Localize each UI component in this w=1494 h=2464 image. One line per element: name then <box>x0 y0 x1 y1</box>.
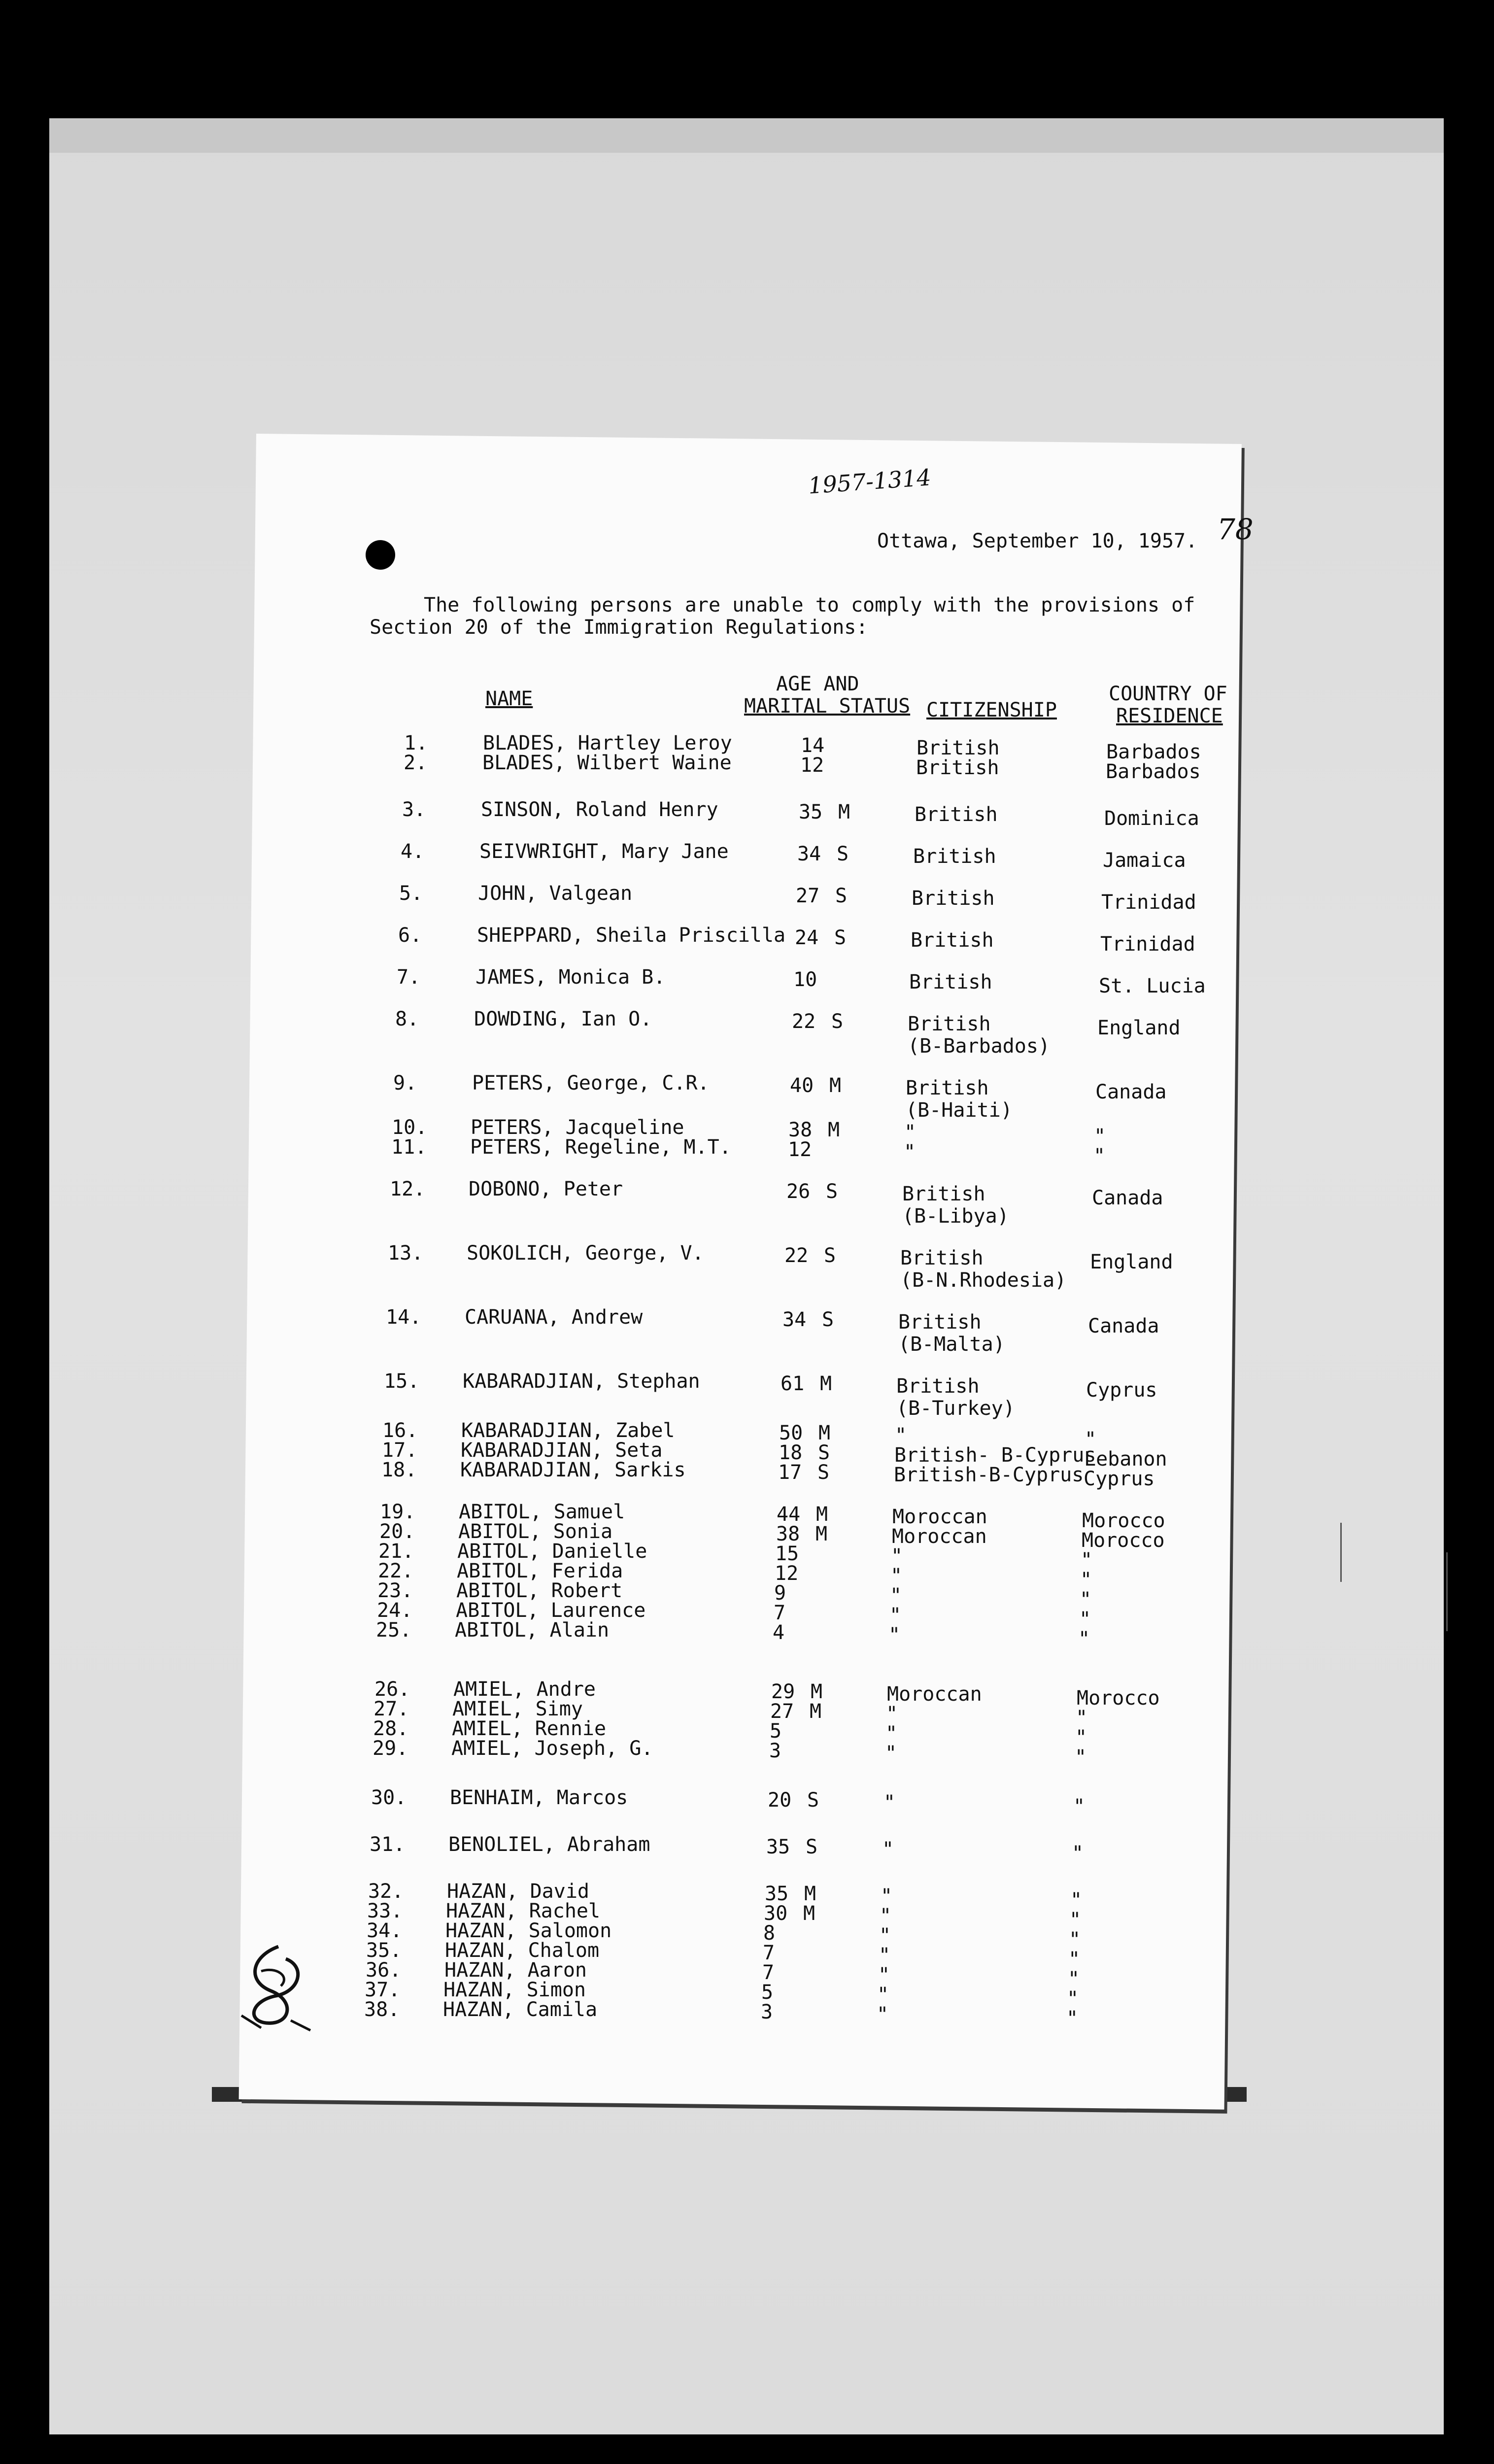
row-number: 21. <box>378 1540 414 1563</box>
citizenship: " <box>882 1838 894 1861</box>
country-of-residence: England <box>1097 1017 1181 1039</box>
row-number: 28. <box>373 1717 409 1740</box>
person-age: 20 <box>768 1789 792 1812</box>
person-name: HAZAN, Camila <box>443 1998 598 2021</box>
header-name: NAME <box>485 687 533 710</box>
citizenship: " <box>885 1742 897 1765</box>
marital-status: M <box>811 1680 823 1703</box>
row-number: 2. <box>404 752 428 774</box>
person-age: 34 <box>797 843 821 865</box>
country-of-residence: " <box>1080 1588 1092 1611</box>
person-name: KABARADJIAN, Stephan <box>463 1370 700 1393</box>
row-number: 30. <box>371 1786 407 1809</box>
marital-status: S <box>807 1789 819 1812</box>
citizenship: Moroccan <box>892 1506 987 1528</box>
citizenship: " <box>895 1424 907 1447</box>
citizenship: British <box>909 971 992 993</box>
person-name: HAZAN, Salomon <box>445 1919 612 1942</box>
person-name: HAZAN, Simon <box>443 1979 586 2001</box>
citizenship: British <box>911 929 994 952</box>
citizenship: " <box>891 1545 903 1568</box>
person-age: 12 <box>775 1562 799 1585</box>
country-of-residence: Canada <box>1088 1315 1159 1337</box>
marital-status: S <box>835 885 848 907</box>
person-age: 14 <box>801 734 825 757</box>
country-of-residence: St. Lucia <box>1099 975 1206 997</box>
marital-status: S <box>831 1010 844 1033</box>
person-age: 35 <box>765 1882 789 1905</box>
person-name: ABITOL, Alain <box>455 1619 610 1642</box>
row-number: 15. <box>384 1370 420 1393</box>
person-name: HAZAN, Aaron <box>444 1959 587 1982</box>
citizenship: British <box>898 1311 982 1334</box>
person-name: SEIVWRIGHT, Mary Jane <box>479 840 729 863</box>
country-of-residence: Morocco <box>1082 1509 1165 1532</box>
intro-line-2: Section 20 of the Immigration Regulations: <box>370 616 868 639</box>
person-name: ABITOL, Sonia <box>458 1520 613 1543</box>
row-number: 22. <box>378 1560 414 1582</box>
row-number: 34. <box>367 1919 403 1942</box>
row-number: 31. <box>370 1833 406 1856</box>
row-number: 33. <box>367 1900 403 1922</box>
country-of-residence: " <box>1094 1125 1106 1148</box>
row-number: 4. <box>401 840 425 863</box>
person-name: BLADES, Hartley Leroy <box>483 732 732 754</box>
citizenship: British <box>896 1375 980 1398</box>
citizenship: " <box>886 1703 898 1725</box>
row-number: 19. <box>380 1501 416 1523</box>
citizenship: " <box>904 1121 917 1144</box>
handwritten-page-number: 78 <box>1217 513 1254 546</box>
marital-status: M <box>820 1372 832 1395</box>
row-number: 11. <box>391 1136 427 1159</box>
person-age: 7 <box>763 1942 775 1964</box>
row-number: 24. <box>377 1599 413 1622</box>
country-of-residence: " <box>1066 2007 1079 2030</box>
birthplace-note: (B-Haiti) <box>906 1099 1013 1122</box>
film-edge <box>49 118 1444 153</box>
citizenship: British <box>906 1077 989 1099</box>
marital-status: M <box>803 1902 815 1925</box>
row-number: 5. <box>399 882 423 905</box>
birthplace-note: (B-Malta) <box>898 1333 1005 1356</box>
person-age: 15 <box>775 1542 799 1565</box>
citizenship: British <box>915 803 998 826</box>
intro-line-1: The following persons are unable to comply with the provisions of <box>424 594 1195 616</box>
header-age-line2: MARITAL STATUS <box>744 695 911 718</box>
country-of-residence: " <box>1075 1726 1087 1749</box>
citizenship: British <box>908 1013 991 1035</box>
person-age: 5 <box>761 1981 774 2004</box>
person-name: ABITOL, Danielle <box>457 1540 647 1563</box>
person-name: ABITOL, Samuel <box>459 1501 625 1523</box>
country-of-residence: Morocco <box>1082 1529 1165 1552</box>
country-of-residence: Jamaica <box>1103 849 1186 872</box>
row-number: 12. <box>390 1178 426 1200</box>
person-name: SOKOLICH, George, V. <box>467 1242 704 1265</box>
marital-status: S <box>806 1836 818 1858</box>
person-name: KABARADJIAN, Zabel <box>461 1419 675 1442</box>
row-number: 23. <box>377 1579 413 1602</box>
birthplace-note: (B-Libya) <box>902 1205 1009 1228</box>
citizenship: Moroccan <box>887 1683 982 1706</box>
person-name: ABITOL, Laurence <box>456 1599 646 1622</box>
person-age: 10 <box>793 968 817 991</box>
person-name: AMIEL, Andre <box>453 1678 596 1701</box>
citizenship: " <box>877 1984 889 2006</box>
person-age: 38 <box>776 1523 800 1545</box>
date-line: Ottawa, September 10, 1957. <box>877 530 1198 552</box>
citizenship: " <box>879 1944 891 1967</box>
person-name: KABARADJIAN, Sarkis <box>460 1459 686 1481</box>
citizenship: " <box>904 1141 916 1164</box>
row-number: 17. <box>382 1439 418 1462</box>
row-number: 1. <box>404 732 428 754</box>
citizenship: British <box>917 737 1000 759</box>
row-number: 14. <box>386 1306 422 1329</box>
citizenship: " <box>880 1905 892 1927</box>
person-age: 12 <box>788 1138 812 1161</box>
marital-status: S <box>824 1244 836 1267</box>
person-age: 3 <box>769 1740 781 1762</box>
person-age: 27 <box>770 1700 794 1723</box>
person-name: DOBONO, Peter <box>469 1178 623 1200</box>
row-number: 6. <box>398 924 422 947</box>
citizenship: " <box>889 1604 902 1627</box>
person-name: AMIEL, Rennie <box>452 1717 607 1740</box>
person-age: 34 <box>782 1308 807 1331</box>
row-number: 10. <box>392 1116 428 1139</box>
row-number: 27. <box>374 1698 409 1720</box>
person-age: 5 <box>770 1720 782 1743</box>
person-name: CARUANA, Andrew <box>465 1306 643 1329</box>
birthplace-note: (B-N.Rhodesia) <box>900 1269 1067 1292</box>
person-name: AMIEL, Simy <box>452 1698 583 1720</box>
marital-status: S <box>834 926 847 949</box>
marital-status: S <box>837 843 849 865</box>
country-of-residence: Dominica <box>1104 807 1199 830</box>
person-age: 18 <box>779 1441 803 1464</box>
country-of-residence: " <box>1068 1948 1081 1971</box>
citizenship: British <box>916 756 999 779</box>
citizenship: " <box>878 1964 890 1986</box>
citizenship: British <box>912 887 995 910</box>
citizenship: British <box>900 1247 984 1269</box>
person-age: 44 <box>777 1503 801 1526</box>
country-of-residence: " <box>1073 1795 1086 1818</box>
country-of-residence: " <box>1069 1928 1081 1951</box>
country-of-residence: " <box>1072 1842 1084 1865</box>
person-age: 7 <box>774 1602 786 1624</box>
person-name: ABITOL, Ferida <box>457 1560 623 1582</box>
person-name: BENHAIM, Marcos <box>450 1786 628 1809</box>
handwritten-initials <box>232 1937 320 2035</box>
row-number: 35. <box>366 1939 402 1962</box>
citizenship: " <box>885 1722 898 1745</box>
person-age: 12 <box>800 754 824 777</box>
person-age: 17 <box>778 1461 802 1484</box>
person-age: 27 <box>796 885 820 907</box>
person-age: 30 <box>764 1902 788 1925</box>
country-of-residence: Morocco <box>1077 1687 1160 1710</box>
marital-status: M <box>818 1422 831 1444</box>
person-name: AMIEL, Joseph, G. <box>451 1737 653 1760</box>
person-name: JAMES, Monica B. <box>475 966 666 989</box>
citizenship: " <box>888 1624 901 1646</box>
row-number: 25. <box>376 1619 412 1642</box>
row-number: 16. <box>382 1419 418 1442</box>
country-of-residence: Trinidad <box>1101 891 1196 914</box>
header-country-line1: COUNTRY OF <box>1109 683 1227 705</box>
film-scratch <box>1340 1523 1342 1582</box>
person-name: SINSON, Roland Henry <box>481 798 718 821</box>
row-number: 3. <box>402 798 426 821</box>
country-of-residence: " <box>1081 1549 1093 1572</box>
row-number: 18. <box>381 1459 417 1481</box>
citizenship: " <box>883 1791 896 1814</box>
marital-status: M <box>815 1523 828 1545</box>
country-of-residence: " <box>1068 1968 1080 1990</box>
marital-status: M <box>804 1882 816 1905</box>
country-of-residence: " <box>1093 1145 1106 1167</box>
person-age: 24 <box>795 926 819 949</box>
row-number: 8. <box>395 1008 419 1030</box>
person-age: 9 <box>774 1582 786 1605</box>
marital-status: S <box>826 1180 838 1203</box>
film-scratch <box>1446 1552 1448 1631</box>
header-citizenship: CITIZENSHIP <box>926 699 1057 721</box>
marital-status: M <box>829 1074 842 1097</box>
country-of-residence: " <box>1078 1628 1090 1650</box>
country-of-residence: Cyprus <box>1086 1379 1157 1402</box>
country-of-residence: Canada <box>1092 1187 1163 1209</box>
citizenship: British <box>902 1183 985 1205</box>
person-age: 29 <box>771 1680 795 1703</box>
person-name: KABARADJIAN, Seta <box>461 1439 663 1462</box>
citizenship: " <box>879 1924 891 1947</box>
row-number: 37. <box>365 1979 401 2001</box>
country-of-residence: " <box>1070 1889 1083 1912</box>
person-name: JOHN, Valgean <box>478 882 633 905</box>
citizenship: " <box>881 1885 893 1908</box>
country-of-residence: " <box>1075 1746 1087 1769</box>
country-of-residence: " <box>1085 1428 1097 1451</box>
person-name: DOWDING, Ian O. <box>474 1008 652 1030</box>
country-of-residence: " <box>1080 1569 1092 1591</box>
person-age: 8 <box>763 1922 776 1945</box>
citizenship: British- B-Cyprus <box>894 1444 1096 1467</box>
country-of-residence: Canada <box>1095 1081 1167 1103</box>
country-of-residence: England <box>1090 1251 1173 1273</box>
person-name: BENOLIEL, Abraham <box>448 1833 650 1856</box>
header-age-line1: AGE AND <box>776 673 859 695</box>
citizenship: " <box>890 1584 902 1607</box>
row-number: 20. <box>379 1520 415 1543</box>
header-country-line2: RESIDENCE <box>1116 705 1223 727</box>
row-number: 38. <box>364 1998 400 2021</box>
person-name: SHEPPARD, Sheila Priscilla <box>477 924 786 947</box>
person-name: PETERS, Jacqueline <box>471 1116 684 1139</box>
person-name: ABITOL, Robert <box>456 1579 623 1602</box>
citizenship: " <box>877 2003 889 2026</box>
marital-status: M <box>816 1503 828 1526</box>
country-of-residence: Cyprus <box>1084 1468 1155 1490</box>
person-age: 35 <box>799 801 823 823</box>
person-name: PETERS, George, C.R. <box>472 1072 710 1095</box>
citizenship: British <box>913 845 996 868</box>
row-number: 9. <box>393 1072 417 1095</box>
person-age: 4 <box>773 1621 785 1644</box>
person-age: 38 <box>788 1119 813 1141</box>
country-of-residence: " <box>1067 1987 1079 2010</box>
person-name: PETERS, Regeline, M.T. <box>470 1136 731 1159</box>
citizenship: Moroccan <box>892 1525 987 1548</box>
row-number: 13. <box>388 1242 424 1265</box>
marital-status: M <box>828 1119 840 1141</box>
person-age: 61 <box>781 1372 805 1395</box>
row-number: 29. <box>373 1737 408 1760</box>
country-of-residence: Lebanon <box>1084 1448 1167 1471</box>
citizenship: " <box>890 1565 903 1587</box>
person-name: BLADES, Wilbert Waine <box>482 752 732 774</box>
person-name: HAZAN, David <box>447 1880 589 1903</box>
person-age: 7 <box>762 1961 775 1984</box>
row-number: 36. <box>366 1959 402 1982</box>
row-number: 32. <box>368 1880 404 1903</box>
person-age: 26 <box>786 1180 811 1203</box>
marital-status: M <box>838 801 850 823</box>
person-age: 3 <box>761 2001 773 2023</box>
country-of-residence: " <box>1069 1909 1082 1931</box>
country-of-residence: " <box>1079 1608 1091 1631</box>
marital-status: S <box>818 1441 830 1464</box>
country-of-residence: Barbados <box>1106 760 1201 783</box>
birthplace-note: (B-Turkey) <box>896 1397 1015 1420</box>
country-of-residence: " <box>1076 1707 1088 1729</box>
punch-hole <box>366 540 395 570</box>
row-number: 26. <box>374 1678 410 1701</box>
marital-status: M <box>810 1700 822 1723</box>
birthplace-note: (B-Barbados) <box>908 1035 1050 1058</box>
handwritten-reference-number: 1957-1314 <box>807 464 932 499</box>
citizenship: British-B-Cyprus <box>894 1464 1084 1486</box>
row-number: 7. <box>397 966 421 989</box>
person-age: 40 <box>790 1074 814 1097</box>
marital-status: S <box>822 1308 834 1331</box>
person-age: 35 <box>766 1836 790 1858</box>
person-age: 50 <box>779 1422 803 1444</box>
country-of-residence: Barbados <box>1106 741 1201 763</box>
person-name: HAZAN, Chalom <box>445 1939 600 1962</box>
marital-status: S <box>817 1461 830 1484</box>
person-name: HAZAN, Rachel <box>446 1900 601 1922</box>
person-age: 22 <box>784 1244 809 1267</box>
country-of-residence: Trinidad <box>1100 933 1195 956</box>
person-age: 22 <box>792 1010 816 1033</box>
